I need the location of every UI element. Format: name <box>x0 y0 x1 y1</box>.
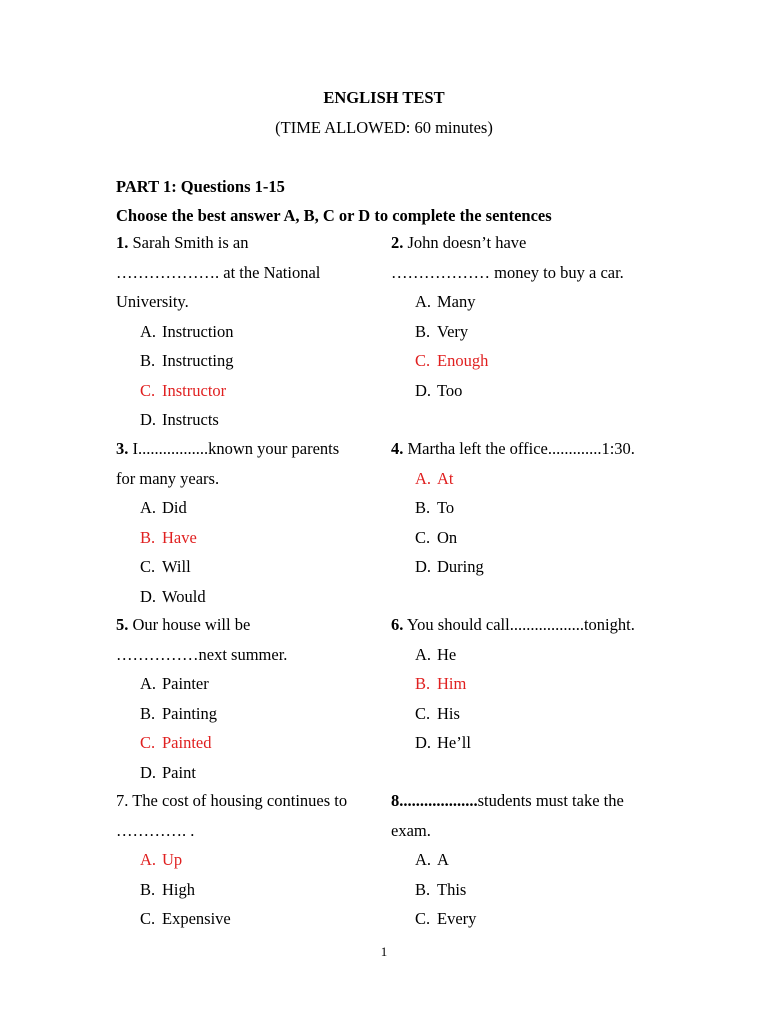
option-letter: C. <box>415 909 431 928</box>
question-number: 6. <box>391 615 404 634</box>
question-stem-line: for many years. <box>116 468 220 488</box>
answer-option-c[interactable] <box>116 376 378 406</box>
option-letter: A. <box>140 674 157 693</box>
option-text: Did <box>162 498 187 517</box>
option-letter: D. <box>415 733 432 752</box>
option-text: On <box>437 527 458 547</box>
question-stem-line: ……………next summer. <box>116 644 288 664</box>
answer-option-a[interactable] <box>116 845 378 875</box>
question-stem <box>391 434 681 464</box>
option-text: Instruction <box>162 321 234 341</box>
option-letter: D. <box>415 380 432 400</box>
option-letter: B. <box>140 351 156 370</box>
option-text: His <box>437 703 460 723</box>
option-letter: A. <box>140 321 157 341</box>
option-text: Up <box>162 850 183 869</box>
answer-option-b[interactable] <box>116 346 378 376</box>
option-text: Paint <box>162 762 196 782</box>
option-text: Painted <box>162 733 212 752</box>
answer-option-a[interactable] <box>116 493 378 523</box>
option-letter: B. <box>415 321 431 341</box>
part-instruction: Choose the best answer A, B, C or D to complete the sentences <box>116 206 552 225</box>
question-number: 3. <box>116 439 129 458</box>
question-stem <box>116 786 378 816</box>
option-text: Have <box>162 527 197 547</box>
question-number: 4. <box>391 439 404 458</box>
option-text: At <box>437 468 454 488</box>
option-text: He’ll <box>437 733 471 752</box>
option-letter: A. <box>415 292 432 311</box>
answer-option-c[interactable] <box>116 904 378 934</box>
option-letter: C. <box>415 527 431 547</box>
test-title: ENGLISH TEST <box>323 88 445 107</box>
answer-option-a[interactable] <box>116 669 378 699</box>
question-stem <box>391 228 681 258</box>
question-stem-line: John doesn’t have <box>407 233 527 252</box>
question-stem-line: University. <box>116 292 189 311</box>
option-letter: A. <box>415 644 432 664</box>
answer-options <box>391 845 681 934</box>
option-text: A <box>437 850 449 869</box>
answer-option-a[interactable] <box>391 845 681 875</box>
option-letter: A. <box>415 468 432 488</box>
option-text: Painter <box>162 674 209 693</box>
question-2 <box>391 228 681 405</box>
question-stem-line: students must take the <box>477 791 624 810</box>
question-3 <box>116 434 378 611</box>
answer-option-b[interactable] <box>391 875 681 905</box>
option-letter: D. <box>415 557 432 576</box>
answer-option-c[interactable] <box>391 699 681 729</box>
answer-option-d[interactable] <box>116 582 378 612</box>
option-text: This <box>437 879 467 899</box>
question-stem <box>116 610 378 640</box>
answer-option-d[interactable] <box>391 376 681 406</box>
question-8 <box>391 786 681 934</box>
answer-option-d[interactable] <box>391 552 681 582</box>
question-stem-line: Martha left the office.............1:30. <box>407 439 635 458</box>
question-1 <box>116 228 378 435</box>
answer-option-a[interactable] <box>391 464 681 494</box>
answer-options <box>116 669 378 787</box>
option-text: Too <box>437 380 463 400</box>
option-text: Many <box>437 292 476 311</box>
answer-option-b[interactable] <box>391 669 681 699</box>
answer-option-c[interactable] <box>116 552 378 582</box>
option-text: High <box>162 879 195 899</box>
option-letter: C. <box>415 703 431 723</box>
option-letter: B. <box>415 879 431 899</box>
option-text: He <box>437 644 457 664</box>
option-letter: A. <box>415 850 432 869</box>
option-letter: B. <box>140 527 156 547</box>
option-letter: D. <box>140 586 157 606</box>
question-number: 1. <box>116 233 129 252</box>
answer-option-c[interactable] <box>116 728 378 758</box>
answer-option-a[interactable] <box>391 640 681 670</box>
page-number: 1 <box>380 944 388 959</box>
option-text: Him <box>437 674 467 693</box>
option-letter: B. <box>140 879 156 899</box>
question-stem <box>116 228 378 258</box>
question-stem-line: …………. . <box>116 820 195 840</box>
option-text: Instructor <box>162 380 227 400</box>
answer-options <box>116 317 378 435</box>
option-text: Instructs <box>162 410 219 429</box>
question-number: 2. <box>391 233 404 252</box>
option-text: Instructing <box>162 351 234 370</box>
question-stem-line: ………………. at the National <box>116 262 321 282</box>
answer-option-b[interactable] <box>391 317 681 347</box>
option-text: Would <box>162 586 206 606</box>
option-text: Enough <box>437 351 489 370</box>
question-stem <box>391 786 681 816</box>
question-stem-line: ……………… money to buy a car. <box>391 262 624 282</box>
option-letter: A. <box>140 498 157 517</box>
answer-options <box>391 464 681 582</box>
question-stem-line: I.................known your parents <box>132 439 340 458</box>
question-number: 7. <box>116 791 129 810</box>
part-heading: PART 1: Questions 1-15 <box>116 177 285 196</box>
answer-option-b[interactable] <box>116 699 378 729</box>
option-text: Expensive <box>162 909 231 928</box>
question-number: 5. <box>116 615 129 634</box>
option-text: Painting <box>162 703 218 723</box>
answer-option-b[interactable] <box>116 523 378 553</box>
question-6 <box>391 610 681 758</box>
option-text: Very <box>437 321 469 341</box>
question-stem-line: Sarah Smith is an <box>132 233 249 252</box>
answer-option-c[interactable] <box>391 523 681 553</box>
answer-option-b[interactable] <box>391 493 681 523</box>
option-letter: B. <box>140 703 156 723</box>
question-4 <box>391 434 681 582</box>
question-7 <box>116 786 378 934</box>
answer-option-c[interactable] <box>391 904 681 934</box>
answer-option-d[interactable] <box>391 728 681 758</box>
question-stem <box>391 610 681 640</box>
option-letter: C. <box>140 733 156 752</box>
question-stem-line: You should call..................tonight. <box>406 615 635 634</box>
question-5 <box>116 610 378 787</box>
option-text: Every <box>437 909 477 928</box>
answer-option-d[interactable] <box>116 405 378 435</box>
option-letter: D. <box>140 762 157 782</box>
answer-option-d[interactable] <box>116 758 378 788</box>
answer-options <box>391 287 681 405</box>
answer-option-c[interactable] <box>391 346 681 376</box>
option-letter: C. <box>140 557 156 576</box>
option-letter: D. <box>140 410 157 429</box>
time-allowed: (TIME ALLOWED: 60 minutes) <box>275 118 493 137</box>
option-letter: C. <box>140 380 156 400</box>
option-text: During <box>437 557 484 576</box>
answer-options <box>391 640 681 758</box>
option-letter: C. <box>415 351 431 370</box>
answer-options <box>116 493 378 611</box>
question-stem-line: Our house will be <box>132 615 251 634</box>
answer-option-b[interactable] <box>116 875 378 905</box>
answer-option-a[interactable] <box>391 287 681 317</box>
question-stem-line: The cost of housing continues to <box>132 791 348 810</box>
option-letter: B. <box>415 498 431 517</box>
answer-options <box>116 845 378 934</box>
question-number: 8................... <box>391 791 478 810</box>
question-stem <box>116 434 378 464</box>
option-letter: B. <box>415 674 431 693</box>
option-letter: A. <box>140 850 157 869</box>
answer-option-a[interactable] <box>116 317 378 347</box>
option-text: Will <box>162 557 191 576</box>
option-text: To <box>437 498 455 517</box>
option-letter: C. <box>140 909 156 928</box>
question-stem-line: exam. <box>391 820 431 840</box>
